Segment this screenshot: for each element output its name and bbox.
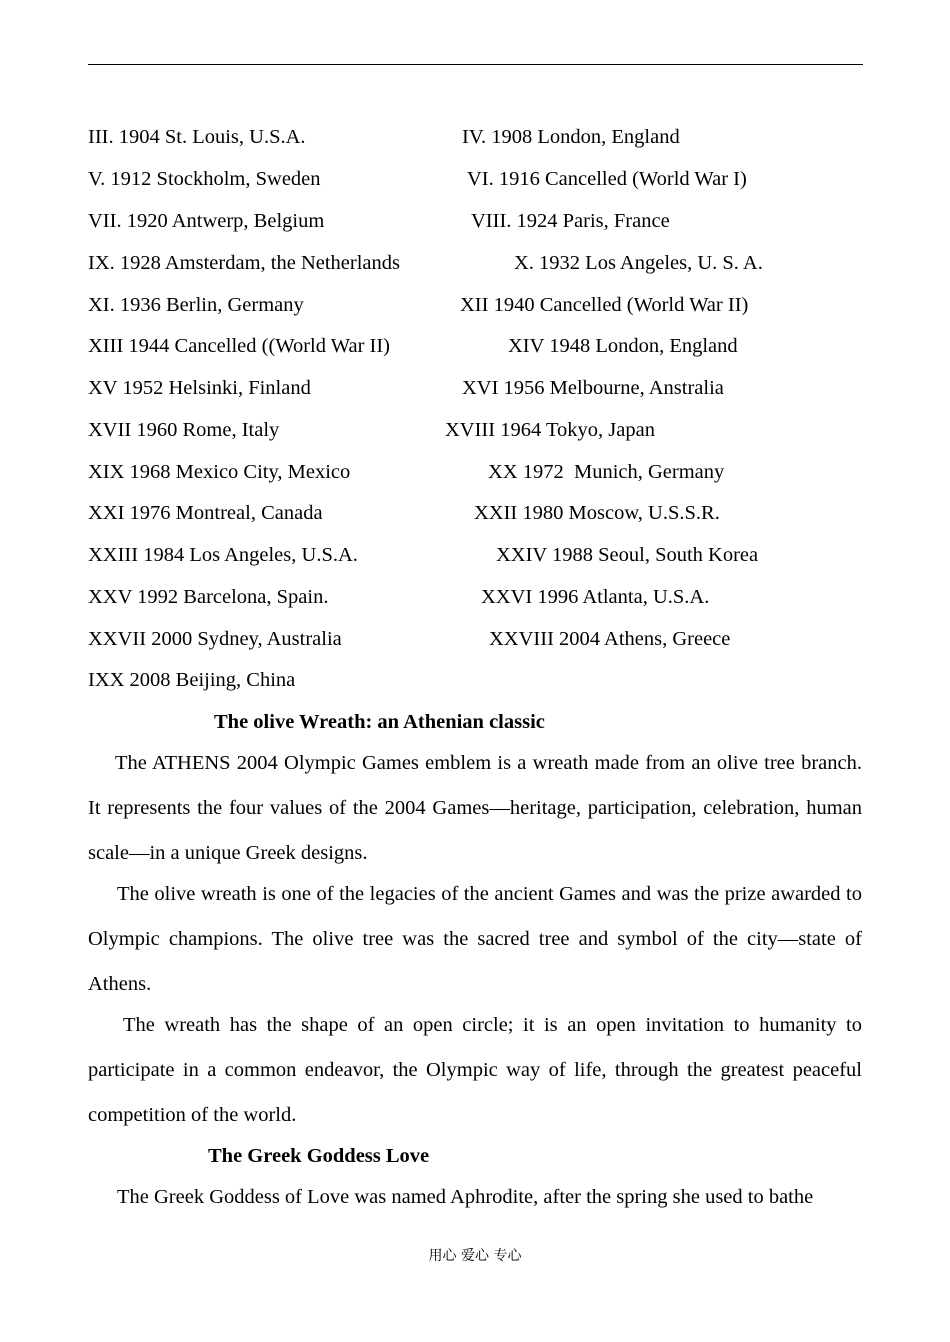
olympics-list-item: IX. 1928 Amsterdam, the Netherlands [88, 252, 400, 274]
olympics-list-item: X. 1932 Los Angeles, U. S. A. [514, 252, 763, 274]
olympics-list-item: VIII. 1924 Paris, France [471, 210, 670, 232]
olympics-list-item: XXIII 1984 Los Angeles, U.S.A. [88, 544, 358, 566]
olympics-list-item: XXIV 1988 Seoul, South Korea [496, 544, 759, 566]
section-heading: The olive Wreath: an Athenian classic [214, 711, 545, 733]
paragraph: The olive wreath is one of the legacies of the ancient Games and was the prize awarded to Olympic champions. The olive tree was the sacred tree and symbol of the city—state of Athens. [88, 883, 862, 995]
olympics-list-item: XXVII 2000 Sydney, Australia [88, 628, 342, 650]
olympics-list-item: XVI 1956 Melbourne, Anstralia [462, 377, 724, 399]
olympics-list-item: XXV 1992 Barcelona, Spain. [88, 586, 329, 608]
section-heading: The Greek Goddess Love [208, 1145, 430, 1167]
olympics-list-item: XXI 1976 Montreal, Canada [88, 502, 323, 524]
olympics-list-item: XVIII 1964 Tokyo, Japan [445, 419, 655, 441]
page-footer: 用心 爱心 专心 [428, 1248, 522, 1264]
olympics-list-item: IV. 1908 London, England [462, 126, 680, 148]
olympics-list-item: XIV 1948 London, England [508, 335, 738, 357]
olympics-list-item: XXVIII 2004 Athens, Greece [489, 628, 731, 650]
paragraph: The Greek Goddess of Love was named Aphrodite, after the spring she used to bathe [117, 1186, 814, 1208]
olympics-list-item: IXX 2008 Beijing, China [88, 669, 296, 691]
olympics-list-item: XIII 1944 Cancelled ((World War II) [88, 335, 390, 357]
paragraph: The wreath has the shape of an open circle; it is an open invitation to humanity to participate in a common endeavor, the Olympic way of life, through the greatest peaceful competition of the world. [88, 1014, 862, 1126]
olympics-list-item: XVII 1960 Rome, Italy [88, 419, 280, 441]
olympics-list-item: XXVI 1996 Atlanta, U.S.A. [481, 586, 710, 608]
paragraph: The ATHENS 2004 Olympic Games emblem is a wreath made from an olive tree branch. It represents the four values of the 2004 Games—heritage, participation, celebration, human scale—in a unique Greek designs. [88, 752, 862, 864]
olympics-list-item: III. 1904 St. Louis, U.S.A. [88, 126, 306, 148]
olympics-list-item: V. 1912 Stockholm, Sweden [88, 168, 321, 190]
olympics-list-item: XV 1952 Helsinki, Finland [88, 377, 311, 399]
olympics-list-item: VII. 1920 Antwerp, Belgium [88, 210, 325, 232]
header-rule [88, 64, 863, 65]
olympics-list-item: XX 1972 Munich, Germany [488, 461, 725, 483]
olympics-list-item: XII 1940 Cancelled (World War II) [460, 294, 749, 316]
olympics-list-item: XIX 1968 Mexico City, Mexico [88, 461, 351, 483]
olympics-list-item: XXII 1980 Moscow, U.S.S.R. [474, 502, 720, 524]
olympics-list-item: VI. 1916 Cancelled (World War I) [467, 168, 747, 190]
olympics-list-item: XI. 1936 Berlin, Germany [88, 294, 304, 316]
